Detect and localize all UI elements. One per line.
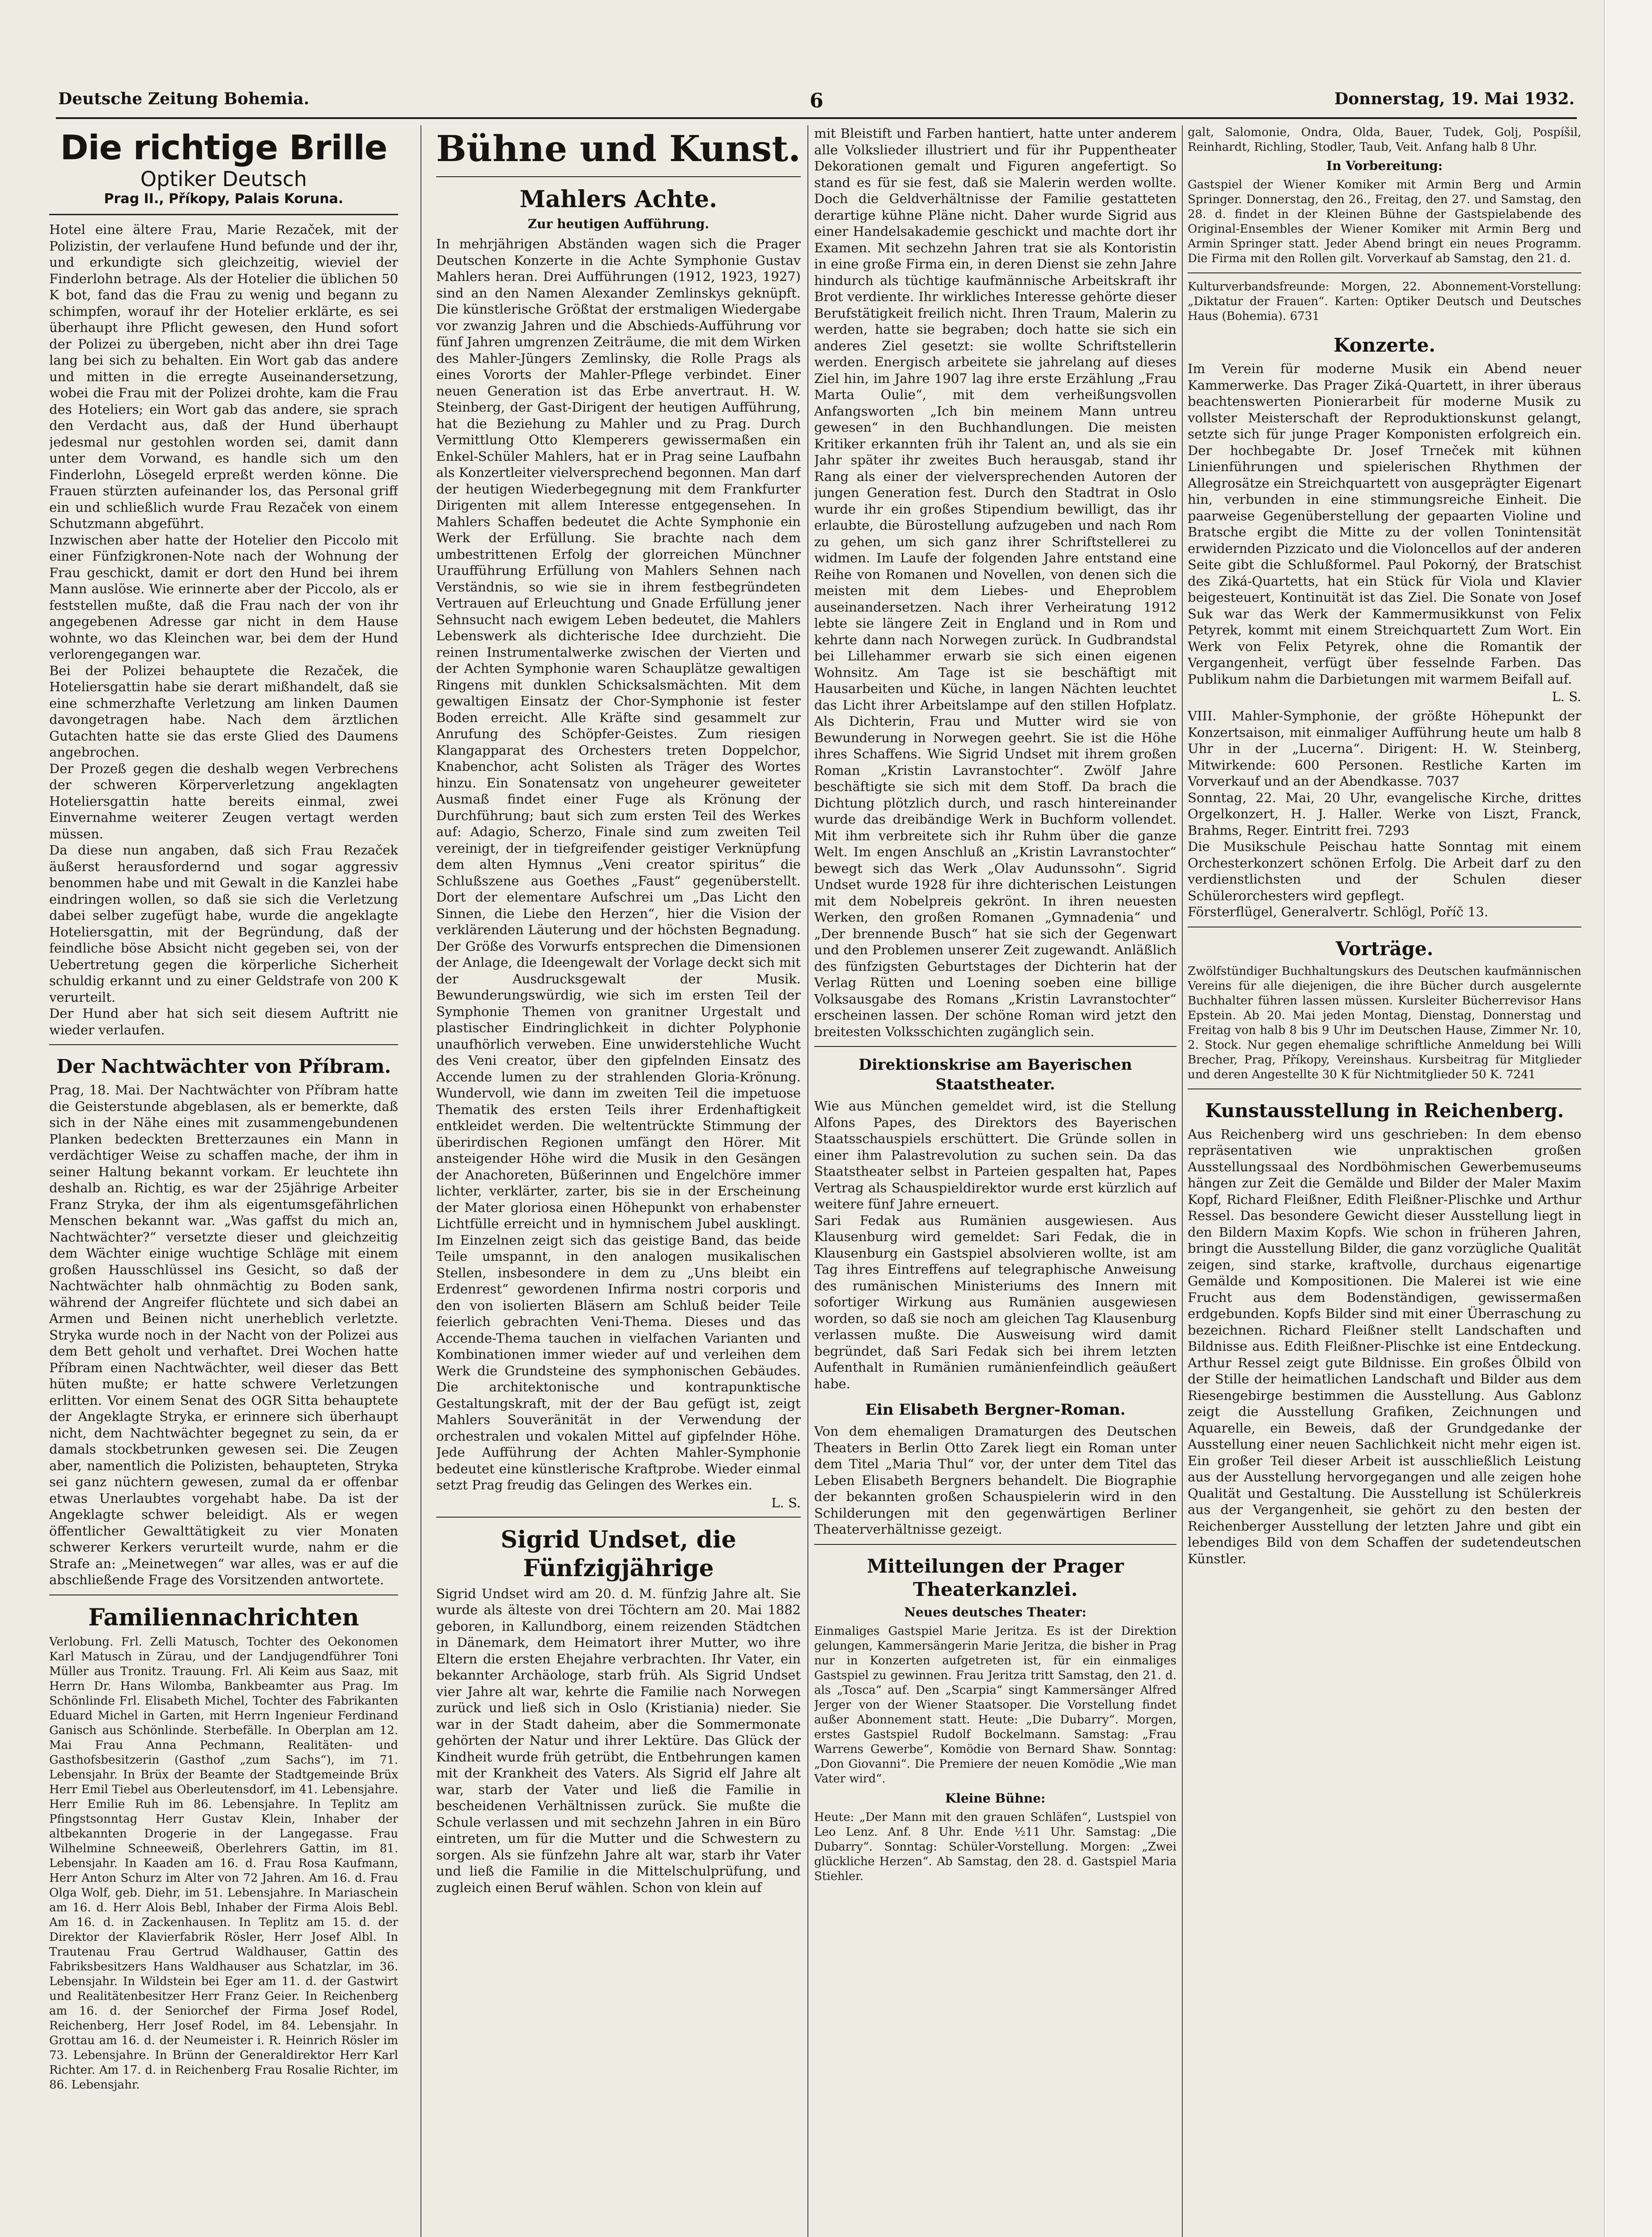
article-text: Da diese nun angaben, daß sich Frau Rezaček äußerst herausfordernd und sogar aggressiv benommen habe und mit Gewalt in die Kanzlei habe eindringen wollen, so daß sie sich die Verletzung dabei selber zugefügt habe, wurde die angeklagte Hoteliersgattin, mit der Begründung, daß der feindliche böse Absicht nicht gegeben sei, von der Uebertretung gegen die körperliche Sicherheit schuldig erkannt und zu einer Geldstrafe von 200 K verurteilt. xyxy=(49,842,398,1005)
section-divider xyxy=(814,1046,1176,1047)
masthead-rule xyxy=(56,117,1577,119)
article-text: Inzwischen aber hatte der Hotelier den Piccolo mit einer Fünfzigkronen-Note nach der Wohnung der Frau geschickt, damit er dort den Hund bei ihrem Mann auslöse. Wie erinnerte aber der Piccolo, als er feststellen mußte, daß die Frau nach der von ihr angegebenen Adresse gar nicht in dem Hause wohnte, wo das Kleinchen war, bei dem der Hund verlorengegangen war. xyxy=(49,532,398,662)
masthead xyxy=(58,89,1575,116)
article-text: Försterflügel, Generalvertr. Schlögl, Poříč 13. xyxy=(1188,904,1488,919)
headline-familiennachrichten: Familiennachrichten xyxy=(88,1603,359,1631)
article-text: Hotel eine ältere Frau, Marie Rezaček, mit der Polizistin, der verlaufene Hund befunde und der ihr, und erkundigte sich gleichzeitig, wieviel der Finderlohn betrage. Als der Hotelier die üblichen 50 K bot, fand das die Frau zu wenig und begann zu schimpfen, worauf ihr der Hotelier erklärte, es sei überhaupt ihre Pflicht gewesen, den Hund sofort der Polizei zu übergeben, nicht aber ihn drei Tage lang bei sich zu behalten. Ein Wort gab das andere und mitten in die erregte Auseinandersetzung, wobei die Frau mit der Polizei drohte, kam die Frau des Hoteliers; ein Wort gab das andere, sie sprach den Verdacht aus, daß der Hund überhaupt jedesmal nur gestohlen worden sei, damit dann unter dem Vorwand, es handle sich um den Finderlohn, Lösegeld erpreßt werden könne. Die Frauen stürzten aufeinander los, das Personal griff ein und schließlich wurde Frau Rezaček von einem Schutzmann abgeführt. xyxy=(49,222,398,531)
column-4 xyxy=(1188,125,1581,2237)
headline-bergner-roman: Ein Elisabeth Bergner-Roman. xyxy=(865,1401,1125,1419)
column-2 xyxy=(436,125,801,2237)
subheadline: Zur heutigen Aufführung. xyxy=(527,217,709,231)
section-divider xyxy=(49,1044,398,1045)
optiker-advertisement xyxy=(49,125,398,215)
article-text: In mehrjährigen Abständen wagen sich die Prager Deutschen Konzerte in die Achte Symphonie Gustav Mahlers heran. Drei Aufführungen (1912, 1923, 1927) sind an den Namen Alexander Zemlinskys geknüpft. Die künstlerische Größtat der erstmaligen Wiedergabe vor zwanzig Jahren und die Abschieds-Aufführung vor fünf Jahren umgrenzen Zeiträume, die mit dem Wirken des Mahler-Jüngers Zemlinsky, die Rolle Prags als eines Vororts der Mahler-Pflege verbindet. Einer neuen Generation ist das Erbe anvertraut. H. W. Steinberg, der Gast-Dirigent der heutigen Aufführung, hat die Beziehung zu Mahler und zu Prag. Durch Vermittlung Otto Klemperers gewissermaßen ein Enkel-Schüler Mahlers, hat er in Prag seine Laufbahn als Konzertleiter vielversprechend begonnen. Man darf der heutigen Wiederbegegnung mit dem Frankfurter Dirigenten mit allem Interesse entgegensehen. In Mahlers Schaffen bedeutet die Achte Symphonie ein Werk der Erfüllung. Sie brachte nach dem umbestrittenen Erfolg der glorreichen Münchner Uraufführung Erfüllung von Mahlers Sehnen nach Verständnis, so wie sie in ihrem festbegründeten Vertrauen auf Erleuchtung und Gnade Erfüllung jener Sehnsucht nach ewigem Leben bedeutet, die Mahlers Lebenswerk als dichterische Idee durchzieht. Die reinen Instrumentalwerke zwischen der Vierten und der Achten Symphonie waren Schauplätze gewaltigen Ringens mit dunklen Schicksalsmächten. Mit dem gewaltigen Einsatz der Chor-Symphonie ist fester Boden erreicht. Alle Kräfte sind gesammelt zur Anrufung des Schöpfer-Geistes. Zum riesigen Klangapparat des Orchesters treten Doppelchor, Knabenchor, acht Solisten als Träger des Wortes hinzu. Ein Sonatensatz von ungeheurer geweiteter Ausmaß findet einer Fuge als Krönung der Durchführung; baut sich zum ersten Teil des Werkes auf: Adagio, Scherzo, Finale sind zum zweiten Teil vereinigt, der in tiefgreifender geistiger Verknüpfung dem alten Hymnus „Veni creator spiritus“ die Schlußszene aus Goethes „Faust“ gegenüberstellt. Dort der elementare Aufschrei um „Das Licht den Sinnen, die Liebe den Herzen“, hier die Vision der verklärenden Läuterung und der höchsten Begnadung. Der Größe des Vorwurfs entsprechen die Dimensionen der Anlage, die Ideengewalt der Vorlage deckt sich mit der Ausdrucksgewalt der Musik. Bewunderungswürdig, wie sich im ersten Teil der Symphonie Themen von granitner Urgestalt und plastischer Eindringlichkeit in dichter Polyphonie unaufhörlich verweben. Eine unwiderstehliche Wucht des Veni creator, über den gipfelnden Einsatz des Accende lumen zu der strahlenden Gloria-Krönung. Wundervoll, wie dann im zweiten Teil die impetuose Thematik des ersten Teils ihrer Erdenhaftigkeit entkleidet werden. Die weltentrückte Stimmung der überirdischen Regionen umfängt den Hörer. Mit ansteigender Höhe wird die Musik in den Gesängen der Anachoreten, Büßerinnen und Engelchöre immer lichter, verklärter, zarter, bis sie in der Erscheinung der Mater gloriosa einen Höhepunkt von erhabenster Lichtfülle erreicht und in hymnischem Jubel ausklingt. Im Einzelnen zeigt sich das geistige Band, das beide Teile umspannt, in den analogen musikalischen Stellen, insbesondere in dem zu „Uns bleibt ein Erdenrest“ gewordenen Infirma nostri corporis und den von isolierten Bläsern am Schluß beider Teile feierlich gebrachten Veni-Thema. Dieses und das Accende-Thema tauchen in vielfachen Varianten und Kombinationen immer wieder auf und verleihen dem Werk die Grundsteine des symphonischen Gebäudes. Die architektonische und kontrapunktische Gestaltungskraft, mit der der Bau gefügt ist, zeigt Mahlers Souveränität in der Verwendung der orchestralen und vokalen Mittel auf gipfelnder Höhe. Jede Aufführung der Achten Mahler-Symphonie bedeutet eine künstlerische Kraftprobe. Wieder einmal setzt Prag freudig das Gelingen des Werkes ein. xyxy=(436,236,801,1493)
article-text: Im Verein für moderne Musik ein Abend neuer Kammerwerke. Das Prager Ziká-Quartett, in ihrer überaus beachtenswerten Pionierarbeit für moderne Musik zu vollster Meisterschaft der Reproduktionskunst gelangt, setzte sich für junge Prager Komponisten erfolgreich ein. Der hochbegabte Dr. Josef Trneček mit kühnen Linienführungen und spielerischen Rhythmen der Allegrosätze ein Streichquartett von ausgeprägter Eigenart hin, verbunden in eine stimmungsreiche Einheit. Die paarweise Gegenüberstellung der gepaarten Violine und Bratsche ergibt die Mitte zu der vollen Tonintensität erwidernden Pizzicato und die Violoncellos auf der anderen Seite gibt die Schlußformel. Paul Pokorný, der Bratschist des Ziká-Quartetts, hat ein Stück für Viola und Klavier beigesteuert, Kontinuität ist das Ziel. Die Sonate von Josef Suk war das Werk der Kammermusikkunst von Felix Petyrek, kommt mit einem Streichquartett Zum Wort. Ein Werk von Felix Petyrek, ohne die Romantik der Vergangenheit, verfügt über fesselnde Farben. Das Publikum nahm die Darbietungen mit warmem Beifall auf. xyxy=(1188,361,1581,687)
article-text: Kulturverbandsfreunde: Morgen, 22. Abonnement-Vorstellung: „Diktatur der Frauen“. Karten: Optiker Deutsch und Deutsches Haus (Bohemia). 6731 xyxy=(1188,280,1581,323)
headline-sigrid-undset: Sigrid Undset, die Fünfzigjährige xyxy=(501,1526,736,1582)
section-divider xyxy=(436,176,801,177)
article-text: Einmaliges Gastspiel Marie Jeritza. Es ist der Direktion gelungen, Kammersängerin Marie Jeritza, die bisher in Prag nur in Konzerten aufgetreten ist, für ein einmaliges Gastspiel zu gewinnen. Frau Jeritza tritt Samstag, den 21. d. als „Tosca“ auf. Den „Scarpia“ singt Kammersänger Alfred Jerger von der Wiener Staatsoper. Die Vorstellung findet außer Abonnement statt. Heute: „Die Dubarry“. Morgen, erstes Gastspiel Rudolf Bockelmann. Samstag: „Frau Warrens Gewerbe“, Komödie von Bernard Shaw. Sonntag: „Don Giovanni“. Die Premiere der neuen Komödie „Wie man Vater wird“. xyxy=(814,1624,1176,1786)
article-text: Sonntag, 22. Mai, 20 Uhr, evangelische Kirche, drittes Orgelkonzert, H. J. Haller. Werke von Liszt, Franck, Brahms, Reger. Eintritt frei. 7293 xyxy=(1188,790,1581,838)
author-signature: L. S. xyxy=(1552,689,1581,704)
article-text: Sari Fedak aus Rumänien ausgewiesen. Aus Klausenburg wird gemeldet: Sari Fedak, die in Klausenburg ein Gastspiel absolvieren wollte, ist am Tag ihres Eintreffens auf telegraphische Anweisung des rumänischen Ministeriums des Innern mit sofortiger Wirkung aus Rumänien ausgewiesen worden, so daß sie noch am gleichen Tag Klausenburg verlassen mußte. Die Ausweisung wird damit begründet, daß Sari Fedak sich bei ihrem letzten Aufenthalt in Rumänien rumänienfeindlich geäußert habe. xyxy=(814,1212,1176,1391)
headline-konzerte: Konzerte. xyxy=(1333,334,1435,356)
article-text: Der Prozeß gegen die deshalb wegen Verbrechens der schweren Körperverletzung angeklagten Hoteliersgattin hatte bereits einmal, zwei Einvernahme weiterer Zeugen vertagt werden müssen. xyxy=(49,761,398,842)
masthead-title: Deutsche Zeitung Bohemia. xyxy=(58,89,310,108)
column-divider xyxy=(807,125,808,2237)
article-text: Prag, 18. Mai. Der Nachtwächter von Příbram hatte die Geisterstunde abgeblasen, als er bemerkte, daß sich in der Nähe eines mit zusammengebundenen Planken bedeckten Bretterzaunes ein Mann in verdächtiger Weise zu schaffen mache, der ihm in seiner Haltung bekannt vorkam. Er leuchtete ihn deshalb an. Richtig, es war der 25jährige Arbeiter Franz Stryka, der ihm als eigentumsgefährlichen Menschen bekannt war. „Was gaffst du mich an, Nachtwächter?“ versetzte dieser und gleichzeitig dem Wächter einige wuchtige Schläge mit einem großen Hausschlüssel ins Gesicht, so daß der Nachtwächter halb ohnmächtig zu Boden sank, während der Angreifer flüchtete und sich dabei an Armen und Beinen nicht unerheblich verletzte. Stryka wurde noch in der Nacht von der Polizei aus dem Bett geholt und verhaftet. Drei Wochen hatte Příbram einen Nachtwächter, weil dieser das Bett hüten mußte; er hatte schwere Verletzungen erlitten. Vor einem Senat des OGR Sitta behauptete der Angeklagte Stryka, er erinnere sich überhaupt nicht, dem Nachtwächter begegnet zu sein, da er damals stockbetrunken gewesen sei. Die Zeugen aber, namentlich die Polizisten, behaupteten, Stryka sei ganz nüchtern gewesen, zumal da er offenbar etwas Unerlaubtes vorgehabt habe. Da ist der Angeklagte schwer beleidigt. Als er wegen öffentlicher Gewalttätigkeit zu vier Monaten schwerer Kerkers verurteilt wurde, nahm er die Strafe an: „Meinetwegen“ war alles, was er auf die abschließende Frage des Vorsitzenden antwortete. xyxy=(49,1082,398,1587)
column-divider xyxy=(420,125,421,2237)
article-text: VIII. Mahler-Symphonie, der größte Höhepunkt der Konzertsaison, mit einmaliger Aufführung heute um halb 8 Uhr in der „Lucerna“. Dirigent: H. W. Steinberg, Mitwirkende: 600 Personen. Restliche Karten im Vorverkauf und an der Abendkasse. 7037 xyxy=(1188,708,1581,789)
subheadline: In Vorbereitung: xyxy=(1326,158,1443,173)
article-text: Sigrid Undset wird am 20. d. M. fünfzig Jahre alt. Sie wurde als älteste von drei Töchtern am 20. Mai 1882 geboren, in Kallundborg, einem reizenden Städtchen in Dänemark, dem Heimatort ihrer Mutter, wo ihre Eltern die ersten Ehejahre verbrachten. Ihr Vater, ein bekannter Archäologe, starb früh. Als Sigrid Undset vier Jahre alt war, kehrte die Familie nach Norwegen zurück und ließ sich in Oslo (Kristiania) nieder. Sie war in der Stadt daheim, aber die Sommermonate gehörten der Natur und ihrer Lektüre. Das Glück der Kindheit wurde früh getrübt, die Entbehrungen kamen mit der Krankheit des Vaters. Als Sigrid elf Jahre alt war, starb der Vater und ließ die Familie in bescheidenen Verhältnissen zurück. Sie mußte die Schule verlassen und mit sechzehn Jahren in ein Büro eintreten, um für die Mutter und die Schwestern zu sorgen. Als sie fünfzehn Jahre alt war, starb ihr Vater und ließ die Familie in die Mittelschulprüfung, und zugleich einen Beruf wählen. Schon von klein auf xyxy=(436,1586,801,1895)
page-margin xyxy=(1604,0,1652,2237)
article-text: Die Musikschule Peischau hatte Sonntag mit einem Orchesterkonzert schönen Erfolg. Die Arbeit darf zu den verdienstlichsten und der Schulen dieser Schülerorchesters wird gepflegt. xyxy=(1188,839,1581,903)
subheadline: Neues deutsches Theater: xyxy=(904,1604,1087,1620)
headline-kunstausstellung: Kunstausstellung in Reichenberg. xyxy=(1205,1099,1564,1122)
column-1 xyxy=(49,125,398,2237)
article-text: galt, Salomonie, Ondra, Olda, Bauer, Tudek, Golj, Pospíšil, Reinhardt, Richling, Stodler, Taub, Veit. Anfang halb 8 Uhr. xyxy=(1188,126,1581,154)
section-title-buehne-und-kunst: Bühne und Kunst. xyxy=(436,128,801,170)
section-divider xyxy=(436,1517,801,1518)
article-text: Wie aus München gemeldet wird, ist die Stellung Alfons Papes, des Direktors des Bayerischen Staatsschauspiels erschüttert. Die Gründe sollen in einer ihm Palastrevolution zu suchen sein. Da das Staatstheater selbst in Parteien gespalten hat, Papes Vertrag als Schauspieldirektor wurde erst kürzlich auf weitere fünf Jahre erneuert. xyxy=(814,1098,1176,1212)
column-3 xyxy=(814,125,1176,2237)
ad-subtitle: Optiker Deutsch xyxy=(140,167,307,191)
section-divider xyxy=(814,1544,1176,1545)
article-text: Der Hund aber hat sich seit diesem Auftritt nie wieder verlaufen. xyxy=(49,1006,398,1038)
article-text: Zwölfstündiger Buchhaltungskurs des Deutschen kaufmännischen Vereins für alle diejenigen, die ihre Bücher durch ausgelernte Buchhalter führen lassen müssen. Kursleiter Bücherrevisor Hans Epstein. Ab 20. Mai jeden Montag, Dienstag, Donnerstag und Freitag von halb 8 bis 9 Uhr im Deutschen Hause, Zimmer Nr. 10, 2. Stock. Nur gegen ehemalige schriftliche Anmeldung bei Willi Brecher, Prag, Příkopy, Vereinshaus. Kursbeitrag für Mitglieder und deren Angestellte 30 K für Nichtmitglieder 50 K. 7241 xyxy=(1188,964,1581,1081)
headline-direktionskrise: Direktionskrise am Bayerischen Staatstheater. xyxy=(858,1056,1132,1093)
headline-theaterkanzlei: Mitteilungen der Prager Theaterkanzlei. xyxy=(866,1555,1124,1600)
ad-title: Die richtige Brille xyxy=(60,128,387,167)
masthead-date: Donnerstag, 19. Mai 1932. xyxy=(1334,89,1575,108)
column-divider xyxy=(1182,125,1183,2237)
article-text: Gastspiel der Wiener Komiker mit Armin Berg und Armin Springer. Donnerstag, den 26., Freitag, den 27. und Samstag, den 28. d. findet in der Kleinen Bühne der Gastspielabende des Original-Ensembles der Wiener Komiker mit Armin Berg und Armin Springer statt. Jeder Abend bringt ein neues Programm. Die Firma mit den Rollen gilt. Vorverkauf ab Samstag, den 21. d. xyxy=(1188,178,1581,265)
headline-nachtwaechter: Der Nachtwächter von Příbram. xyxy=(56,1055,391,1077)
subheadline: Kleine Bühne: xyxy=(945,1790,1046,1806)
article-text: Von dem ehemaligen Dramaturgen des Deutschen Theaters in Berlin Otto Zarek liegt ein Roman unter dem Titel „Maria Thul“ vor, der unter dem Titel das Leben Elisabeth Bergners behandelt. Die Biographie der bekannten großen Schauspielerin wird in den Schilderungen mit den gegenwärtigen Berliner Theaterverhältnisse gezeigt. xyxy=(814,1424,1176,1537)
article-text: Heute: „Der Mann mit den grauen Schläfen“, Lustspiel von Leo Lenz. Anf. 8 Uhr. Ende ½11 Uhr. Samstag: „Die Dubarry“. Sonntag: Schüler-Vorstellung. Morgen: „Zwei glückliche Herzen“. Ab Samstag, den 28. d. Gastspiel Maria Stiehler. xyxy=(814,1810,1176,1883)
article-text: Bei der Polizei behauptete die Rezaček, die Hoteliersgattin habe sie derart mißhandelt, daß sie eine schmerzhafte Verletzung am linken Daumen davongetragen habe. Nach dem ärztlichen Gutachten hatte sie das erste Glied des Daumens angebrochen. xyxy=(49,663,398,760)
section-divider xyxy=(1188,272,1581,273)
article-text: Verlobung. Frl. Zelli Matusch, Tochter des Oekonomen Karl Matusch in Zürau, und der Landjugendführer Toni Müller aus Tronitz. Trauung. Frl. Ali Keim aus Saaz, mit Herrn Dr. Hans Wilomba, Bankbeamter aus Prag. Im Schönlinde Frl. Elisabeth Michel, Tochter des Fabrikanten Eduard Michel in Garten, mit Herrn Ingenieur Ferdinand Ganisch aus Schönlinde. Sterbefälle. In Oberplan am 12. Mai Frau Anna Pechmann, Realitäten- und Gasthofsbesitzerin (Gasthof „zum Sachs“), im 71. Lebensjahr. In Brüx der Beamte der Stadtgemeinde Brüx Herr Emil Tiebel aus Oberleutensdorf, im 41. Lebensjahre. Herr Emilie Ruh im 86. Lebensjahre. In Teplitz am Pfingstsonntag Herr Gustav Klein, Inhaber der altbekannten Drogerie in der Langegasse. Frau Wilhelmine Schneeweiß, Oberlehrers Gattin, im 81. Lebensjahr. In Kaaden am 16. d. Frau Rosa Kaufmann, Herr Anton Schurz im Alter von 72 Jahren. Am 16. d. Frau Olga Wolf, geb. Diehr, im 51. Lebensjahre. In Mariaschein am 16. d. Herr Alois Bebl, Inhaber der Firma Alois Bebl. Am 16. d. in Zackenhausen. In Teplitz am 15. d. der Direktor der Klavierfabrik Rösler, Herr Josef Albl. In Trautenau Frau Gertrud Waldhauser, Gattin des Fabriksbesitzers Hans Waldhauser aus Schatzlar, im 36. Lebensjahr. In Wildstein bei Eger am 11. d. der Gastwirt und Realitätenbesitzer Herr Franz Geier. In Reichenberg am 16. d. der Seniorchef der Firma Josef Rodel, Reichenberg, Herr Josef Rodel, im 84. Lebensjahr. In Grottau am 16. d. der Neumeister i. R. Heinrich Rösler im 73. Lebensjahre. In Brünn der Generaldirektor Herr Karl Richter. Am 17. d. in Reichenberg Frau Rosalie Richter, im 86. Lebensjahr. xyxy=(49,1635,398,2092)
page-number: 6 xyxy=(810,89,824,112)
article-text: mit Bleistift und Farben hantiert, hatte unter anderem alle Volkslieder illustriert und für ihr Puppentheater Dekorationen gemalt und Figuren angefertigt. So stand es für sie fest, daß sie Malerin werden wollte. Doch die Geldverhältnisse der Familie gestatteten derartige kühne Pläne nicht. Daher wurde Sigrid aus einer Handelsakademie geschickt und machte dort ihr Examen. Mit sechzehn Jahren trat sie als Kontoristin in eine große Firma ein, in deren Dienst sie zehn Jahre hindurch als tüchtige kaufmännische Arbeitskraft ihr Brot verdiente. Ihr wirkliches Interesse gehörte dieser Berufstätigkeit freilich nicht. Ihren Traum, Malerin zu werden, hatte sie begraben; doch hatte sie sich ein anderes Ziel gesetzt: sie wollte Schriftstellerin werden. Energisch arbeitete sie jahrelang auf dieses Ziel hin, im Jahre 1907 lag ihre erste Erzählung „Frau Marta Oulie“, mit dem verheißungsvollen Anfangsworten „Ich bin meinem Mann untreu gewesen“ in den Buchhandlungen. Die meisten Kritiker erkannten früh ihr Talent an, und als sie ein Jahr später ihr zweites Buch herausgab, stand ihr Rang als einer der vielversprechenden Autoren der jungen Generation fest. Durch den Stadtrat in Oslo wurde ihr ein großes Stipendium bewilligt, das ihr erlaubte, die Bürostellung aufzugeben und nach Rom zu gehen, um sich ganz ihrer Schriftstellerei zu widmen. Im Laufe der folgenden Jahre entstand eine Reihe von Romanen und Novellen, von denen sich die meisten mit dem Liebes- und Eheproblem auseinandersetzen. Nach ihrer Verheiratung 1912 lebte sie längere Zeit in England und in Rom und kehrte dann nach Norwegen zurück. In Gudbrandstal bei Lillehammer erwarb sie sich einen eigenen Wohnsitz. Am Tage ist sie beschäftigt mit Hausarbeiten und Küche, in langen Nächten leuchtet das Licht ihrer Arbeitslampe auf den stillen Hofplatz. Als Dichterin, Frau und Mutter wird sie von Bewunderung in Norwegen geehrt. Sie ist die Höhe ihres Schaffens. Wie Sigrid Undset mit ihrem großen Roman „Kristin Lavranstochter“. Zwölf Jahre beschäftigte sie sich mit dem Stoff. Da brach die Dichtung plötzlich durch, und rasch hintereinander wurde das dreibändige Werk in Buchform vollendet. Mit ihm verbreitete sich ihr Ruhm über die ganze Welt. Im engen Anschluß an „Kristin Lavranstochter“ bewegt sich das Werk „Olav Audunssohn“. Sigrid Undset wurde 1928 für ihre dichterischen Leistungen mit dem Nobelpreis gekrönt. In ihren neuesten Werken, den großen Romanen „Gymnadenia“ und „Der brennende Busch“ hat sie sich der Gegenwart und den Problemen unserer Zeit zugewandt. Anläßlich des fünfzigsten Geburtstages der Dichterin hat der Verlag Rütten und Loening soeben eine billige Volksausgabe des Romans „Kristin Lavranstochter“ erscheinen lassen. Der schöne Roman wird jetzt den breitesten Volksschichten zugänglich sein. xyxy=(814,126,1176,1039)
headline-mahlers-achte: Mahlers Achte. xyxy=(519,186,718,213)
author-signature: L. S. xyxy=(771,1495,801,1510)
article-text: Aus Reichenberg wird uns geschrieben: In dem ebenso repräsentativen wie unpraktischen großen Ausstellungssaal des Nordböhmischen Gewerbemuseums hängen zur Zeit die Gemälde und Bilder der Maler Maxim Kopf, Richard Fleißner, Edith Fleißner-Plischke und Arthur Ressel. Das besondere Gewicht dieser Ausstellung liegt in den Bildern Maxim Kopfs. Wie schon in früheren Jahren, bringt die Ausstellung Bilder, die ganz vorzügliche Qualität zeigen, sind starke, kraftvolle, durchaus eigenartige Gemälde und Kompositionen. Die Malerei ist wie eine Frucht aus dem Bodenständigen, gewissermaßen erdgebunden. Kopfs Bilder sind mit einer Überraschung zu bezeichnen. Richard Fleißner stellt Landschaften und Bildnisse aus. Edith Fleißner-Plischke ist eine Entdeckung. Arthur Ressel zeigt gute Bildnisse. Ein großes Ölbild von der Stille der heimatlichen Landschaft und Bilder aus dem Riesengebirge bestimmen die Ausstellung. Aus Gablonz zeigt die Ausstellung Grafiken, Zeichnungen und Aquarelle, ein Beweis, daß der Grundgedanke der Ausstellung einer neuen Sachlichkeit nicht mehr eigen ist. Ein großer Teil dieser Arbeit ist ausschließlich Leistung aus der Ausstellung hervorgegangen und alle zeigen hohe Qualität und Gestaltung. Die Ausstellung ist Schülerkreis aus der Vergangenheit, sie gehört zu den besten der Reichenberger Ausstellung der letzten Jahre und gibt ein lebendiges Bild von dem Schaffen der sudetendeutschen Künstler. xyxy=(1188,1126,1581,1566)
ad-address: Prag II., Příkopy, Palais Koruna. xyxy=(104,191,344,207)
headline-vortraege: Vorträge. xyxy=(1335,937,1434,960)
